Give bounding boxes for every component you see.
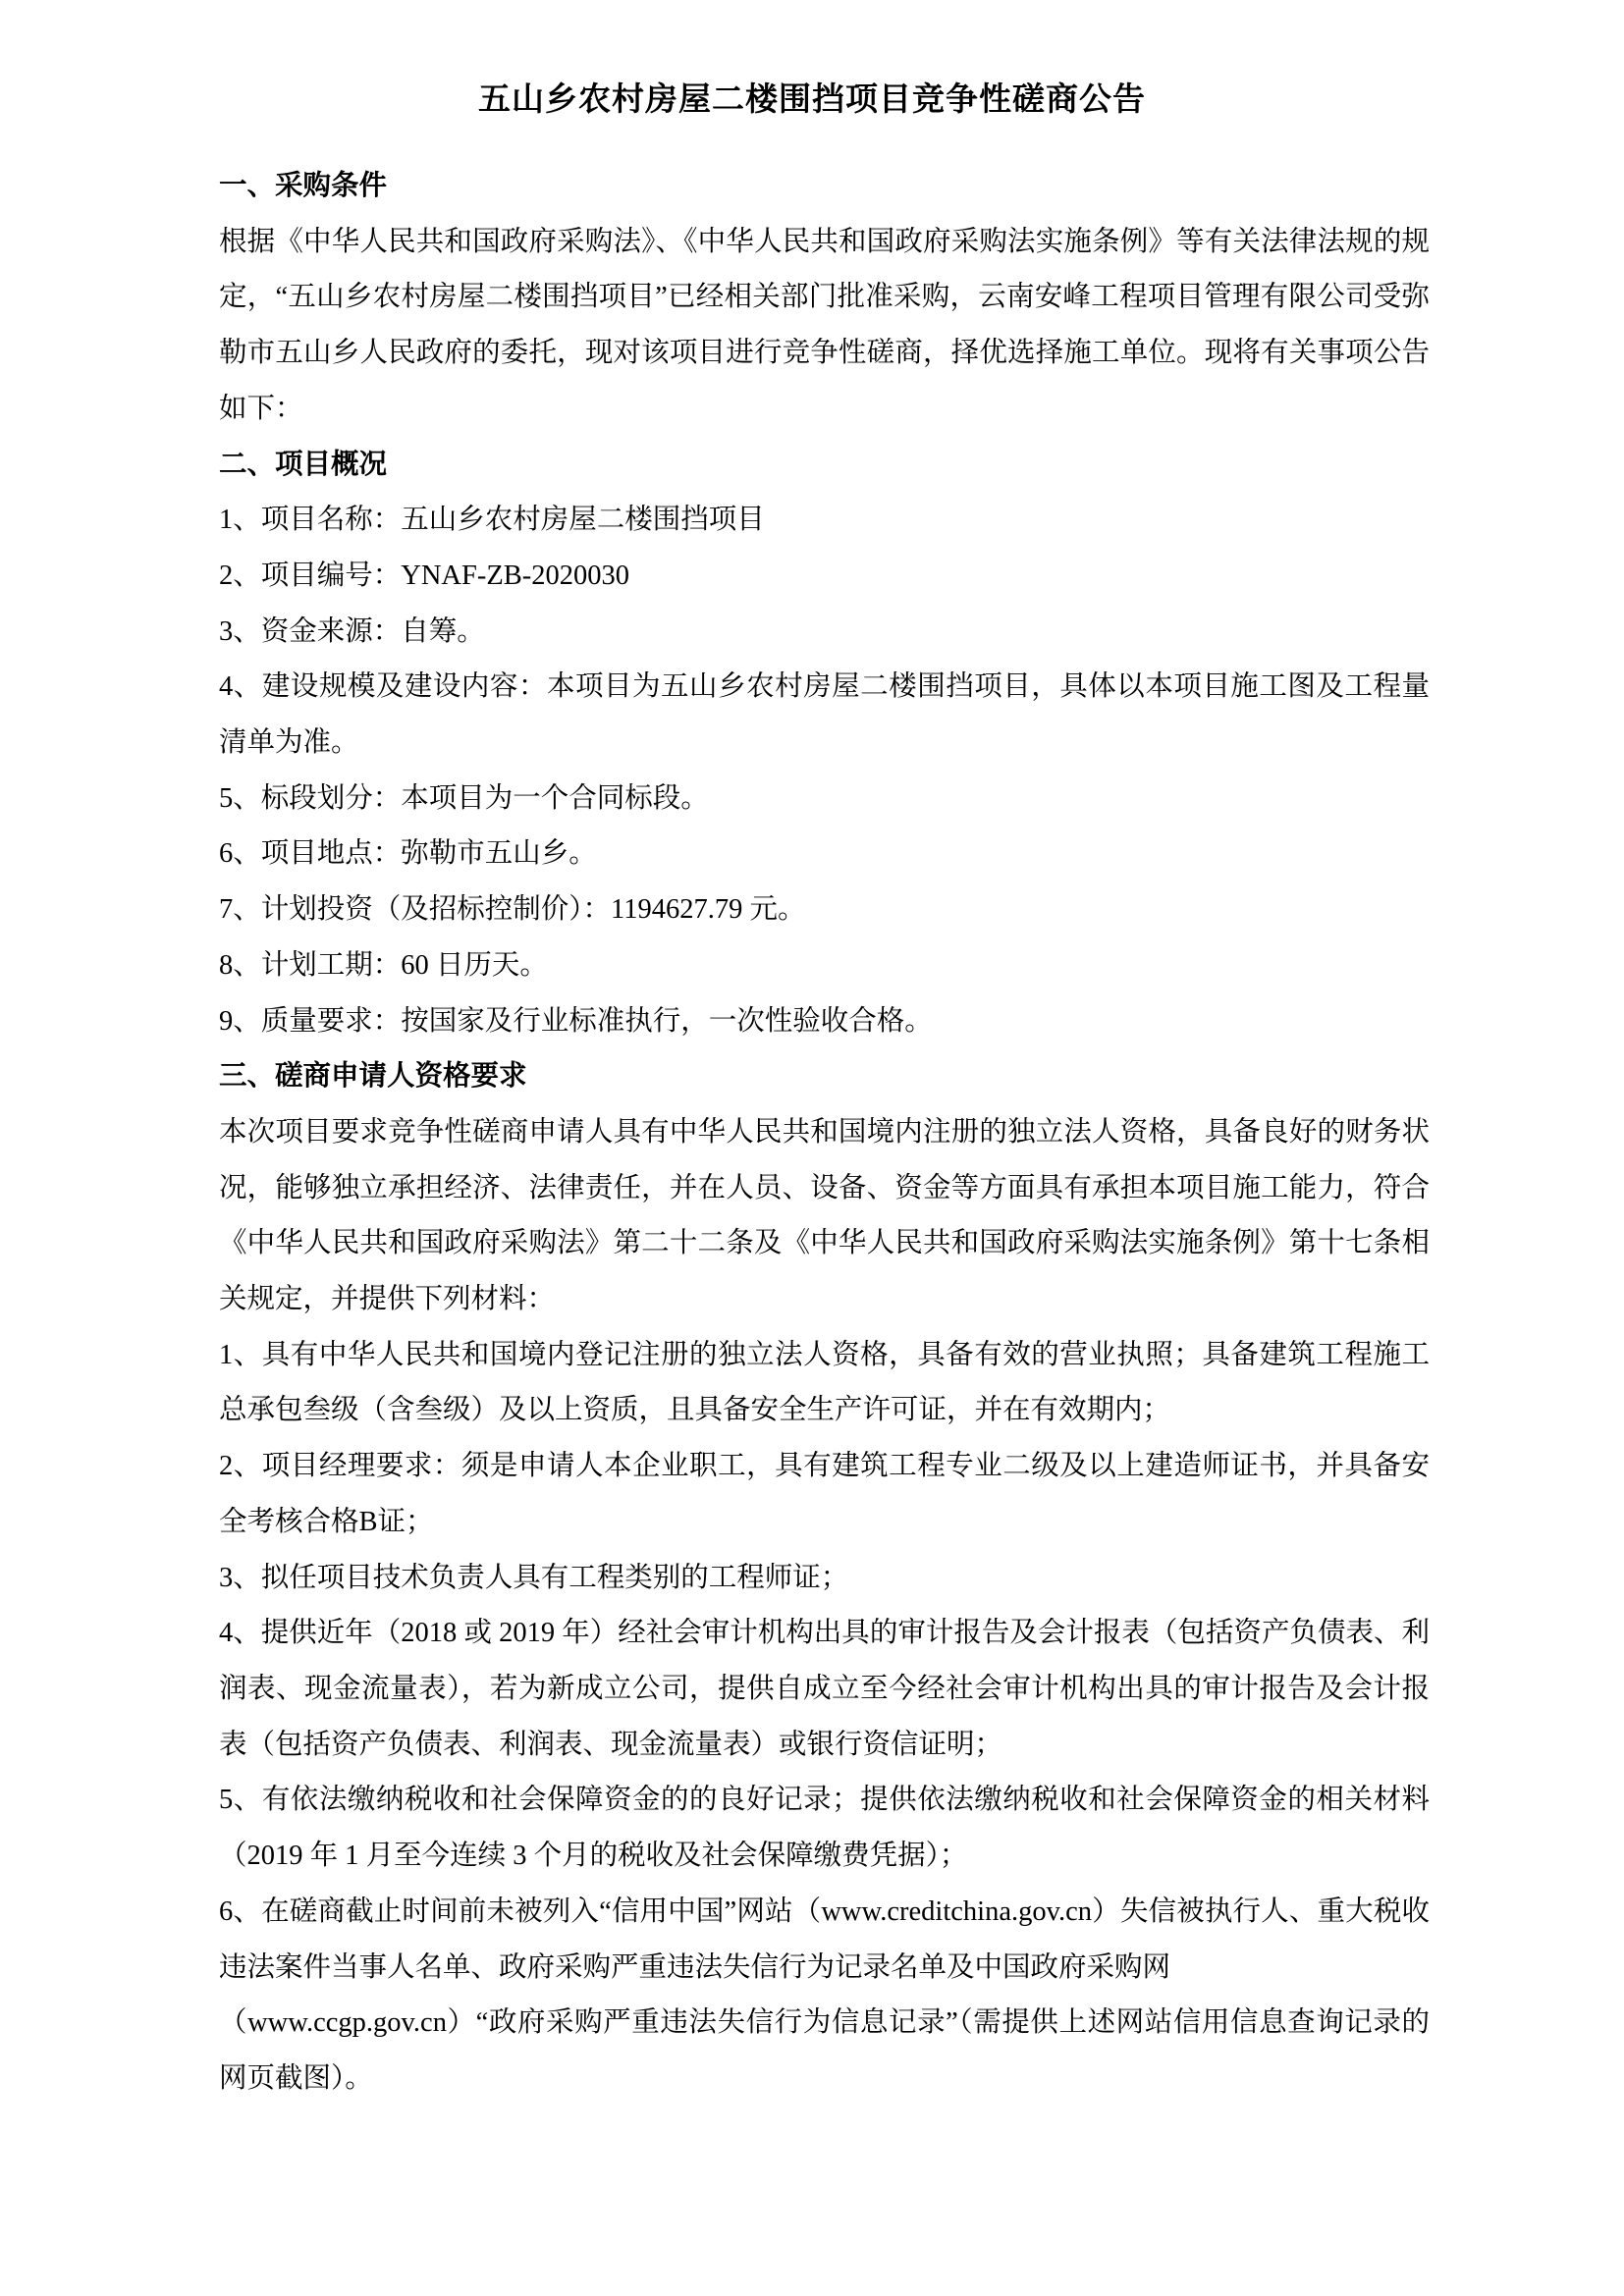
paragraph-qualification-ccgp-record: （www.ccgp.gov.cn）“政府采购严重违法失信行为信息记录”（需提供上述网站信用信息查询记录的网页截图）。 <box>219 2007 1430 2094</box>
paragraph-quality-requirement: 9、质量要求：按国家及行业标准执行，一次性验收合格。 <box>219 1005 933 1037</box>
paragraph-project-location: 6、项目地点：弥勒市五山乡。 <box>219 838 597 870</box>
paragraph-qualification-project-manager: 2、项目经理要求：须是申请人本企业职工，具有建筑工程专业二级及以上建造师证书，并具备安全考核合格B证； <box>219 1451 1430 1537</box>
paragraph-construction-scope: 4、建设规模及建设内容：本项目为五山乡农村房屋二楼围挡项目，具体以本项目施工图及工程量清单为准。 <box>219 671 1430 759</box>
paragraph-bid-section-division: 5、标段划分：本项目为一个合同标段。 <box>219 782 709 814</box>
section-heading-applicant-qualifications: 三、磋商申请人资格要求 <box>219 1061 527 1093</box>
paragraph-qualification-legal-entity: 1、具有中华人民共和国境内登记注册的独立法人资格，具备有效的营业执照；具备建筑工程施工总承包叁级（含叁级）及以上资质，且具备安全生产许可证，并在有效期内； <box>219 1339 1430 1426</box>
paragraph-qualification-general: 本次项目要求竞争性磋商申请人具有中华人民共和国境内注册的独立法人资格，具备良好的财务状况，能够独立承担经济、法律责任，并在人员、设备、资金等方面具有承担本项目施工能力，符合《中华人民共和国政府采购法》第二十二条及《中华人民共和国政府采购法实施条例》第十七条相关规定，并提供下列材料： <box>219 1116 1430 1315</box>
paragraph-qualification-credit-china: 6、在磋商截止时间前未被列入“信用中国”网站（www.creditchina.gov.cn）失信被执行人、重大税收违法案件当事人名单、政府采购严重违法失信行为记录名单及中国政府采购网 <box>219 1896 1430 1983</box>
paragraph-qualification-technical-lead: 3、拟任项目技术负责人具有工程类别的工程师证； <box>219 1562 849 1593</box>
paragraph-qualification-audit-reports: 4、提供近年（2018 或 2019 年）经社会审计机构出具的审计报告及会计报表（包括资产负债表、利润表、现金流量表），若为新成立公司，提供自成立至今经社会审计机构出具的审计报告及会计报表（包括资产负债表、利润表、现金流量表）或银行资信证明； <box>219 1618 1430 1760</box>
section-heading-project-overview: 二、项目概况 <box>219 449 388 480</box>
paragraph-planned-duration: 8、计划工期：60 日历天。 <box>219 949 548 981</box>
paragraph-procurement-basis: 根据《中华人民共和国政府采购法》、《中华人民共和国政府采购法实施条例》等有关法律法规的规定，“五山乡农村房屋二楼围挡项目”已经相关部门批准采购，云南安峰工程项目管理有限公司受弥勒市五山乡人民政府的委托，现对该项目进行竞争性磋商，择优选择施工单位。现将有关事项公告如下： <box>219 226 1430 424</box>
paragraph-project-number: 2、项目编号：YNAF-ZB-2020030 <box>219 560 629 591</box>
paragraph-funding-source: 3、资金来源：自筹。 <box>219 615 485 647</box>
section-heading-procurement-conditions: 一、采购条件 <box>219 171 388 201</box>
paragraph-project-name: 1、项目名称：五山乡农村房屋二楼围挡项目 <box>219 505 765 536</box>
document-body <box>219 159 1430 2108</box>
document-title: 五山乡农村房屋二楼围挡项目竞争性磋商公告 <box>478 82 1146 118</box>
paragraph-planned-investment: 7、计划投资（及招标控制价）：1194627.79 元。 <box>219 894 806 926</box>
paragraph-qualification-tax-social-security: 5、有依法缴纳税收和社会保障资金的的良好记录；提供依法缴纳税收和社会保障资金的相关材料（2019 年 1 月至今连续 3 个月的税收及社会保障缴费凭据）； <box>219 1785 1430 1872</box>
